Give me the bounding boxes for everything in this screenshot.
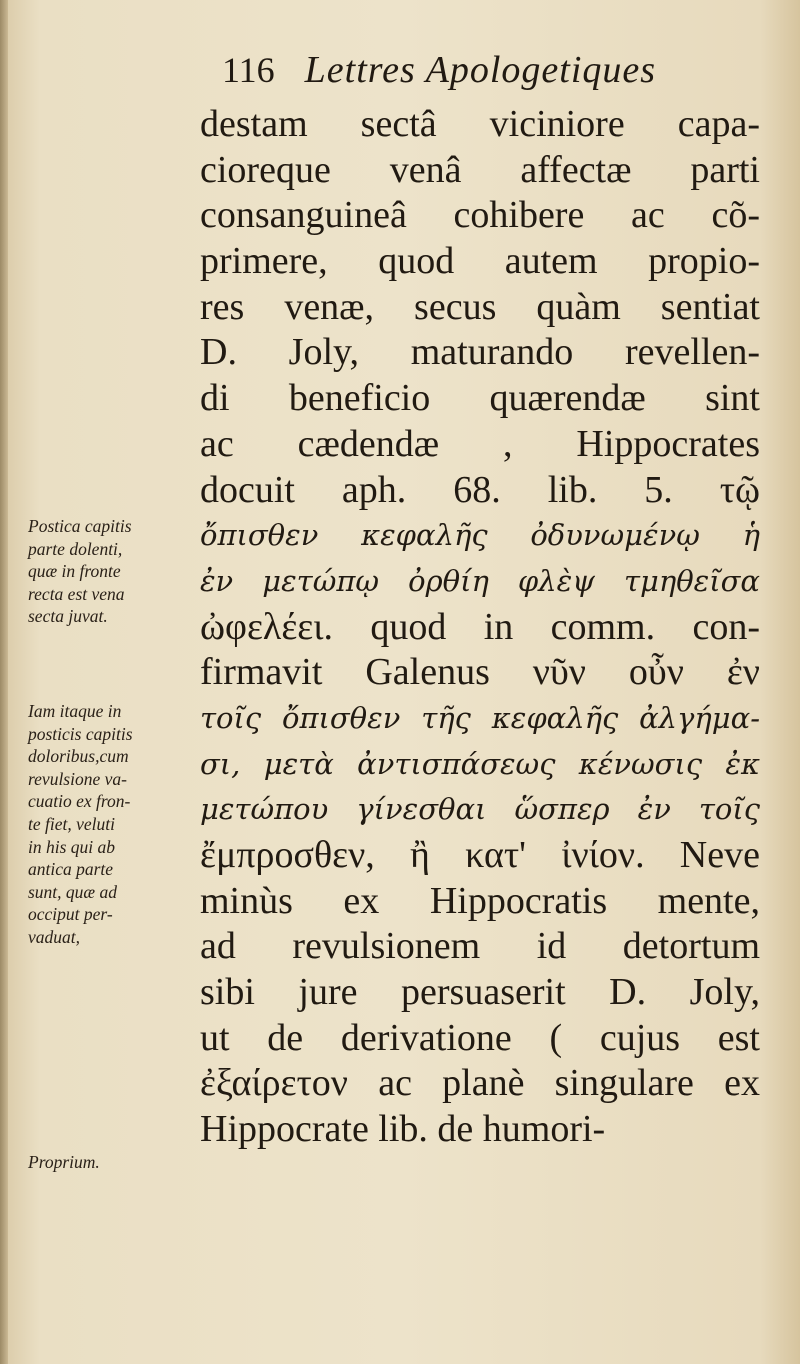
main-text-block [200,102,760,1153]
margin-note-line: quæ in fronte [28,561,121,582]
text-line: cioreque venâ affectæ parti [200,148,760,191]
text-line: D. Joly, maturando revellen- [200,331,760,374]
text-line: ἔμπροσθεν, ἢ κατ' ἰνίον. Neve [200,834,760,876]
binding-edge [0,0,8,1364]
margin-note-line: vaduat, [28,926,81,947]
text-line: firmavit Galenus νῦν οὖν ἐν [200,651,760,694]
text-line: docuit aph. 68. lib. 5. τῷ [200,468,760,511]
margin-note-line: Proprium. [28,1152,100,1172]
text-line: destam sectâ viciniore capa- [200,103,760,145]
margin-note-line: Iam itaque in [28,701,122,721]
text-line: consanguineâ cohibere ac cõ- [200,194,760,237]
margin-note-line: doloribus,cum [28,746,129,767]
margin-note-line: recta est vena [28,583,125,604]
text-line: ac cædendæ , Hippocrates [200,422,760,465]
margin-note-line: posticis capitis [28,723,133,744]
margin-note-line: cuatio ex fron- [28,791,131,812]
margin-note-line: occiput per- [28,904,113,925]
page-number: 116 [222,50,275,90]
margin-note-line: Postica capitis [28,516,132,536]
text-line: ad revulsionem id detortum [200,925,760,968]
margin-note-line: secta juvat. [28,606,108,627]
text-line: primere, quod autem propio- [200,240,760,283]
greek-text-line: σι, μετὰ ἀντισπάσεως κένωσις ἐκ [200,746,760,781]
greek-text-line: τοῖς ὄπισθεν τῆς κεφαλῆς ἀλγήμα- [200,700,760,735]
greek-text-line: ἐν μετώπῳ ὀρθίη φλὲψ τμηθεῖσα [200,563,760,598]
text-line: ἐξαίρετον ac planè singulare ex [200,1062,760,1105]
margin-note-line: in his qui ab [28,836,116,857]
running-title: Lettres Apologetiques [304,49,657,91]
margin-note-line: sunt, quæ ad [28,881,117,902]
margin-note-line: antica parte [28,859,114,880]
text-line: sibi jure persuaserit D. Joly, [200,971,760,1014]
margin-note-postica [28,515,196,628]
text-line: res venæ, secus quàm sentiat [200,285,760,328]
text-line: Hippocrate lib. de humori- [200,1108,606,1151]
page-header [222,48,762,98]
margin-note-line: revulsione va- [28,768,127,789]
text-line: ut de derivatione ( cujus est [200,1016,760,1059]
text-line: di beneficio quærendæ sint [200,377,760,420]
margin-note-line: te fiet, veluti [28,813,115,834]
margin-note-line: parte dolenti, [28,538,123,559]
margin-note-iam-itaque [28,700,196,949]
margin-note-proprium [28,1151,196,1174]
greek-text-line: ὄπισθεν κεφαλῆς ὀδυνωμένῳ ἡ [200,518,760,553]
text-line: ὠφελέει. quod in comm. con- [200,605,760,648]
text-line: minùs ex Hippocratis mente, [200,879,760,922]
greek-text-line: μετώπου γίνεσθαι ὥσπερ ἐν τοῖς [200,792,760,827]
